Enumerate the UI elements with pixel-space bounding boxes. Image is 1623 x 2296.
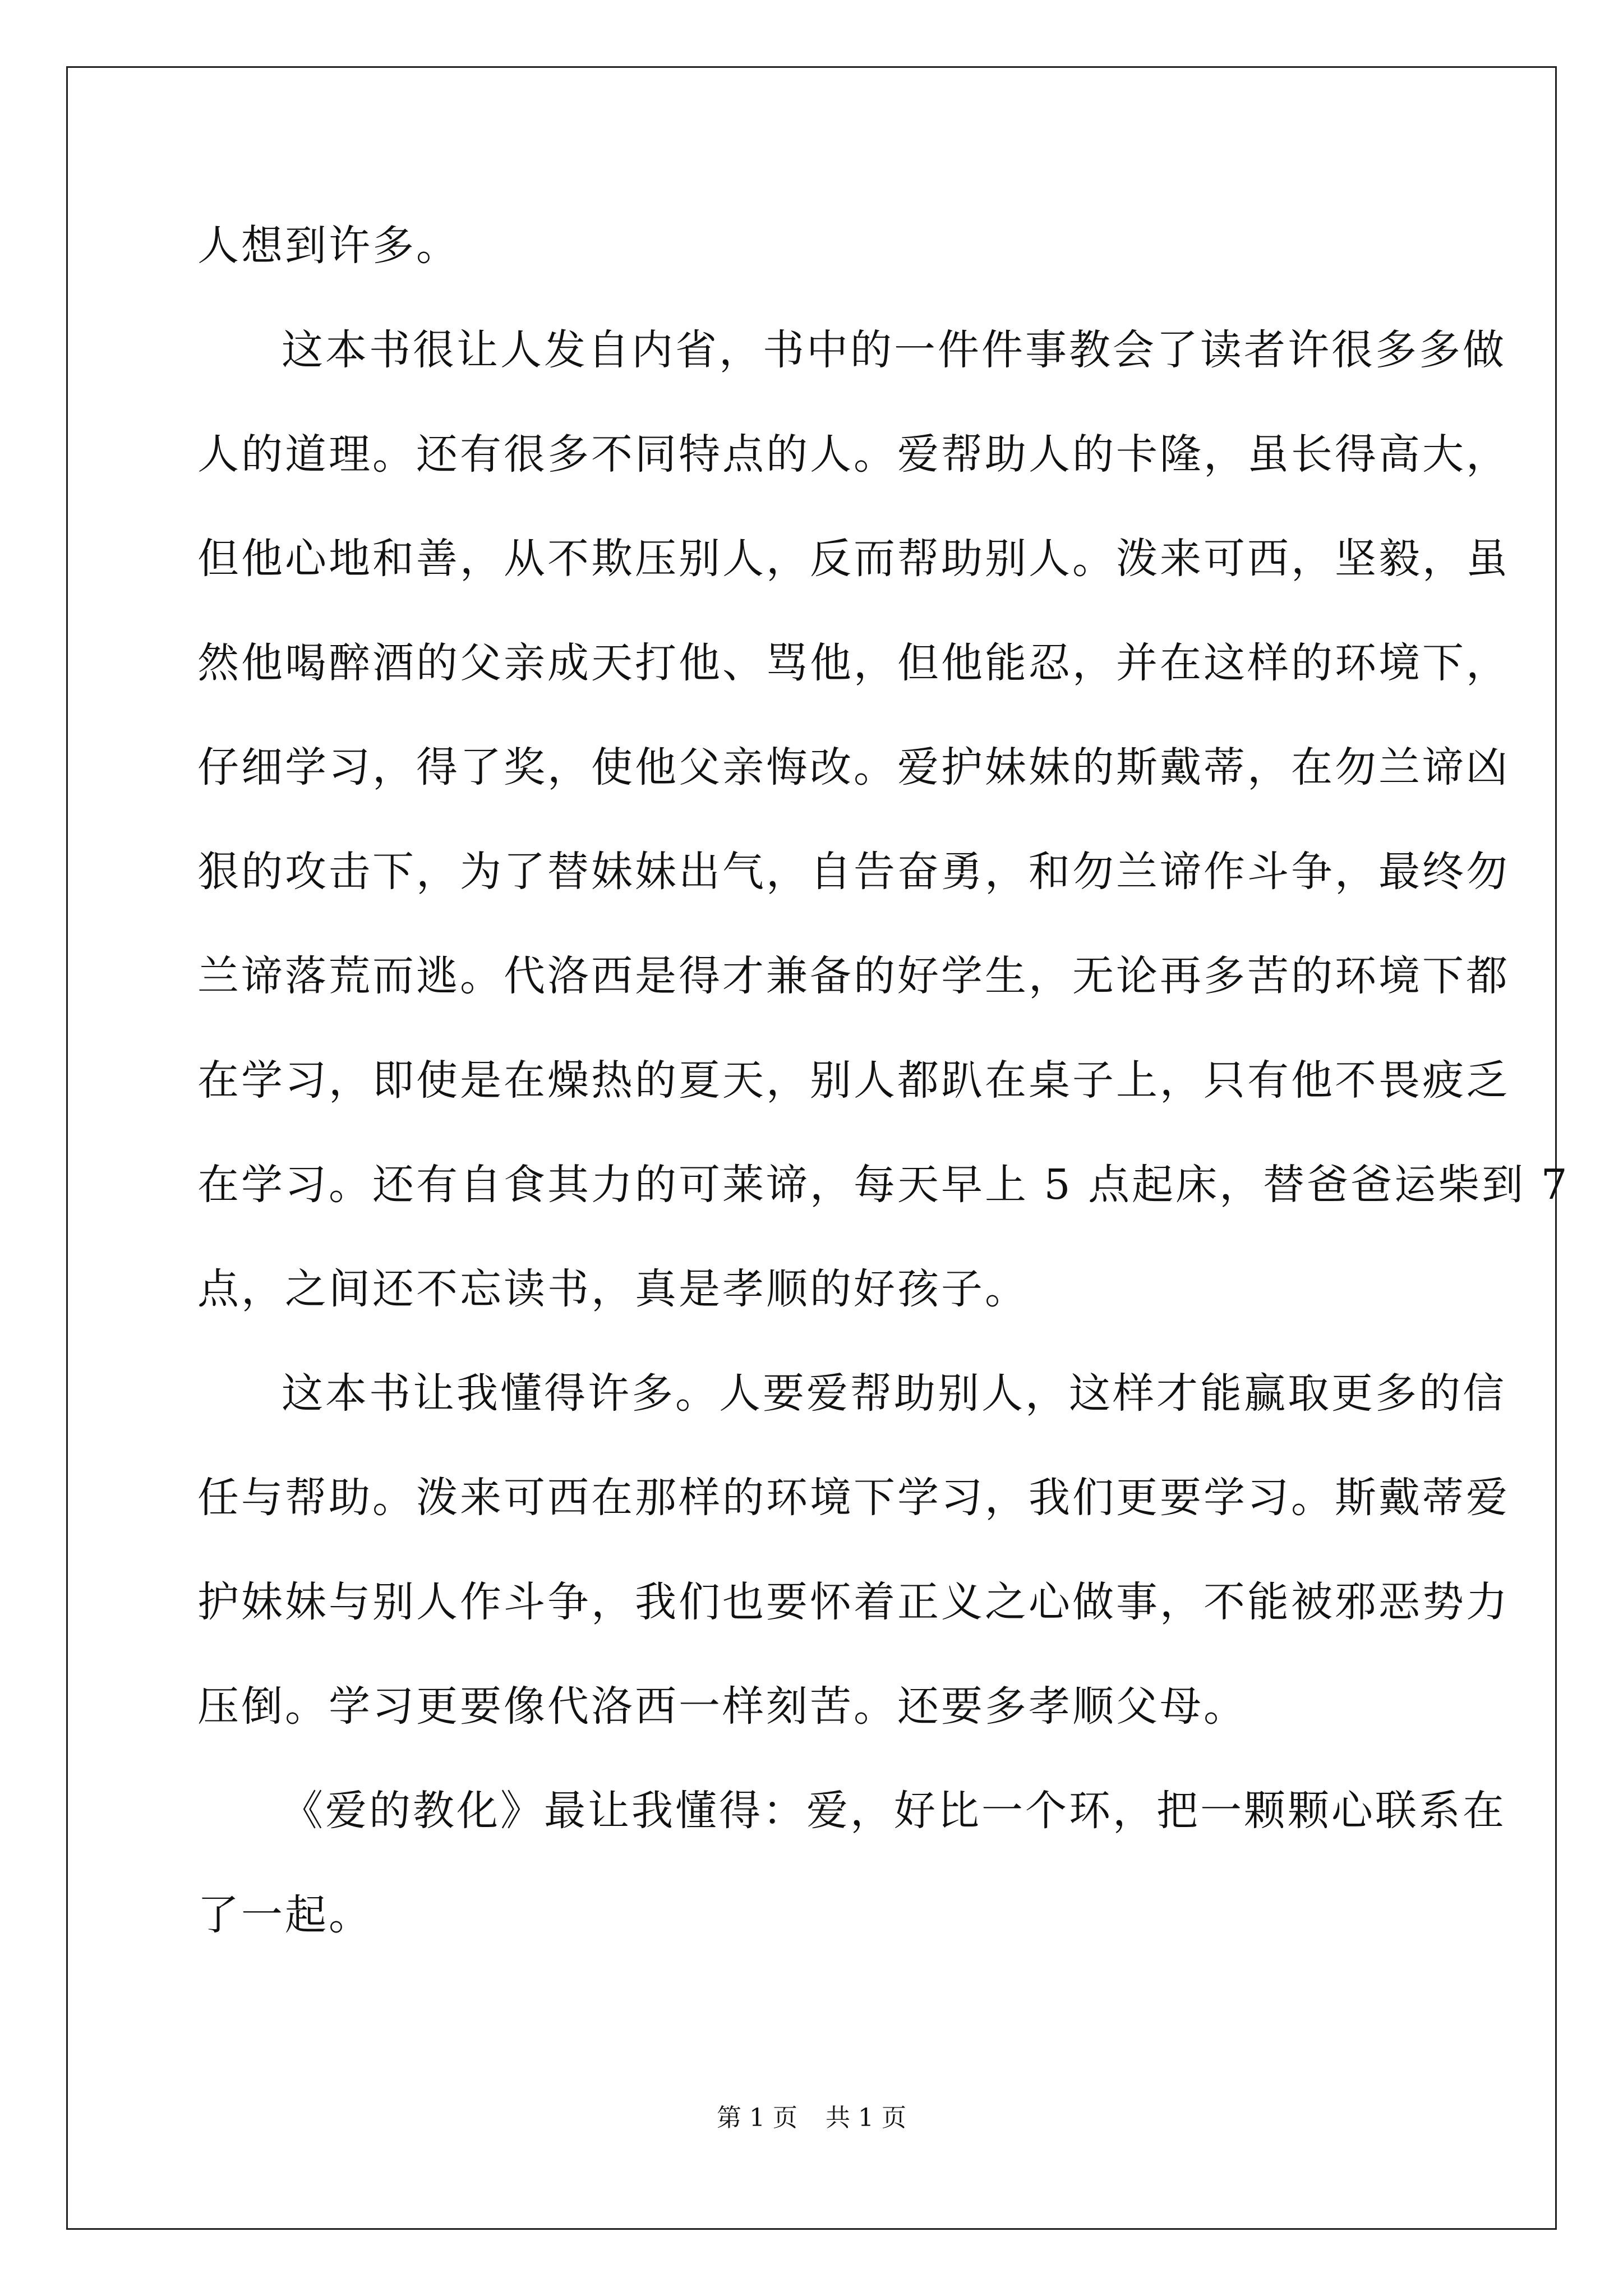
text-line: 狠的攻击下，为了替妹妹出气，自告奋勇，和勿兰谛作斗争，最终勿 <box>197 848 1510 896</box>
text-line: 这本书很让人发自内省，书中的一件件事教会了读者许很多多做 <box>282 326 1506 374</box>
text-line: 人的道理。还有很多不同特点的人。爱帮助人的卡隆，虽长得高大， <box>197 430 1510 478</box>
text-line: 在学习，即使是在燥热的夏天，别人都趴在桌子上，只有他不畏疲乏 <box>197 1056 1510 1105</box>
text-line: 压倒。学习更要像代洛西一样刻苦。还要多孝顺父母。 <box>197 1682 1247 1731</box>
text-line: 在学习。还有自食其力的可莱谛，每天早上 5 点起床，替爸爸运柴到 7 <box>197 1161 1570 1209</box>
document-body <box>197 194 1570 1967</box>
text-line: 点，之间还不忘读书，真是孝顺的好孩子。 <box>197 1265 1029 1313</box>
text-line: 这本书让我懂得许多。人要爱帮助别人，这样才能赢取更多的信 <box>282 1369 1506 1418</box>
text-line: 了一起。 <box>197 1891 372 1939</box>
text-line: 护妹妹与别人作斗争，我们也要怀着正义之心做事，不能被邪恶势力 <box>197 1578 1510 1626</box>
text-line: 然他喝醉酒的父亲成天打他、骂他，但他能忍，并在这样的环境下， <box>197 639 1510 687</box>
text-line: 但他心地和善，从不欺压别人，反而帮助别人。泼来可西，坚毅，虽 <box>197 535 1510 583</box>
page-footer <box>0 2101 1623 2135</box>
text-line: 任与帮助。泼来可西在那样的环境下学习，我们更要学习。斯戴蒂爱 <box>197 1474 1510 1522</box>
text-line: 《爱的教化》最让我懂得：爱，好比一个环，把一颗颗心联系在 <box>282 1787 1506 1835</box>
text-line: 兰谛落荒而逃。代洛西是得才兼备的好学生，无论再多苦的环境下都 <box>197 952 1510 1000</box>
page-number: 第 1 页 <box>717 2104 797 2132</box>
text-line: 仔细学习，得了奖，使他父亲悔改。爱护妹妹的斯戴蒂，在勿兰谛凶 <box>197 743 1510 792</box>
page-total: 共 1 页 <box>826 2104 906 2132</box>
text-line: 人想到许多。 <box>197 222 460 270</box>
